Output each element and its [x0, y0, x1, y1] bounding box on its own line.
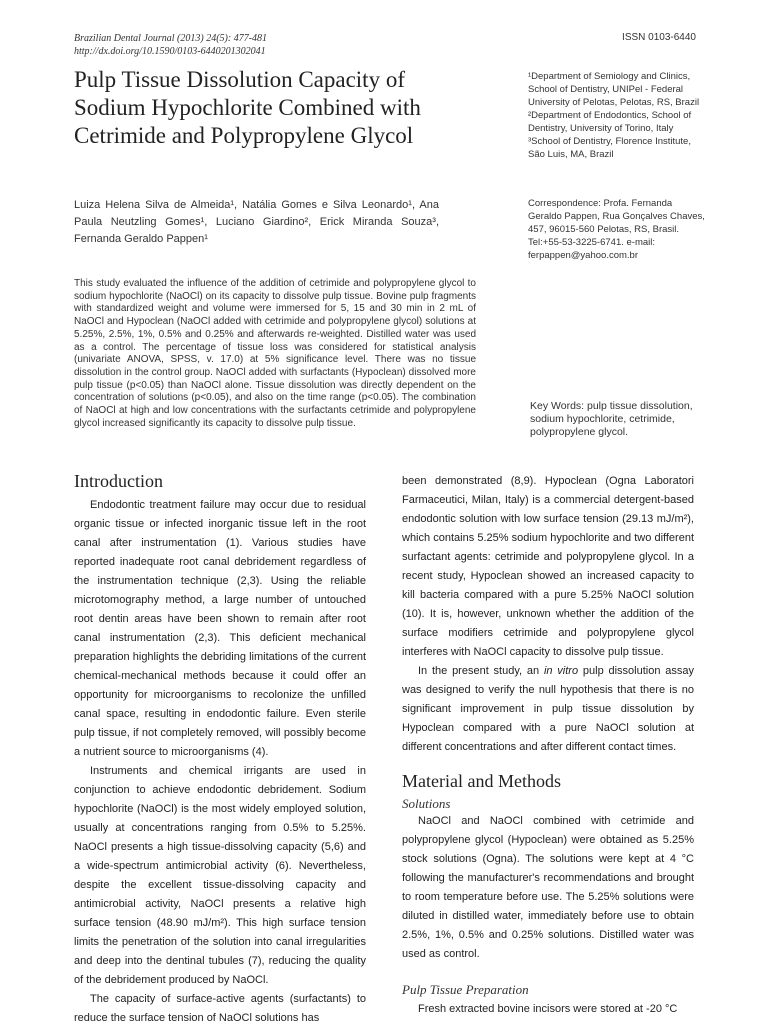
author-list: Luiza Helena Silva de Almeida¹, Natália Gomes e Silva Leonardo¹, Ana Paula Neutzling Gomes¹, Luciano Giardino², Erick Miranda Souza³, Fernanda Geraldo Pappen¹: [74, 199, 439, 245]
methods-heading: Material and Methods: [402, 771, 561, 791]
intro-present-study: [402, 662, 694, 757]
column-left: [74, 470, 366, 1028]
issn: ISSN 0103-6440: [622, 32, 696, 43]
article-title: Pulp Tissue Dissolution Capacity of Sodium Hypochlorite Combined with Cetrimide and Polypropylene Glycol: [74, 67, 421, 148]
doi-link[interactable]: http://dx.doi.org/10.1590/0103-6440201302041: [74, 46, 266, 57]
affiliations: [528, 70, 708, 161]
journal-reference: Brazilian Dental Journal (2013) 24(5): 477-481: [74, 33, 268, 44]
intro-paragraph-1: Endodontic treatment failure may occur due to residual organic tissue or infected inorganic tissue left in the root canal after instrumentation (1). Various studies have reported inadequate root canal debridement regardless of the instrumentation technique (2,3). Using the reliable microtomography method, a large number of untouched root dentin areas have been shown to remain after root canal instrumentation (2,3). This deficient mechanical preparation highlights the debriding limitations of the current chemical-mechanical methods because it could offer an opportunity for microorganisms to recolonize the unfilled canal space, resulting in endodontic failure. Even sterile pulp tissue, if not completely removed, will possibly become a nutrient source to microorganisms (4).: [74, 499, 366, 758]
present-text-post: pulp dissolution assay was designed to verify the null hypothesis that there is no significant improvement in pulp tissue dissolution by Hypoclean compared with a pure NaOCl solution at different concentrations and after different contact times.: [402, 665, 695, 753]
keywords: Key Words: pulp tissue dissolution, sodium hypochlorite, cetrimide, polypropylene glycol.: [530, 400, 693, 438]
journal-citation: [74, 32, 267, 58]
affiliation-3: ³School of Dentistry, Florence Institute, São Luis, MA, Brazil: [528, 136, 691, 160]
intro-paragraph-3: The capacity of surface-active agents (surfactants) to reduce the surface tension of NaOCl solutions has: [74, 993, 366, 1024]
present-text-pre: In the present study, an: [418, 665, 544, 677]
intro-paragraph-2: Instruments and chemical irrigants are used in conjunction to achieve endodontic debridement. Sodium hypochlorite (NaOCl) is the most widely employed solution, usually at concentrations ranging from 0.5% to 5.25%. NaOCl presents a high tissue-dissolving capacity (5,6) and a wide-spectrum antimicrobial activity (6). Nevertheless, despite the excellent tissue-dissolving capacity and antimicrobial activity, NaOCl presents a relative high surface tension (48.90 mJ/m²). This high surface tension limits the penetration of the solution into canal irregularities and deep into the dentinal tubules (7), reducing the quality of the debridement produced by NaOCl.: [74, 765, 366, 986]
pulp-prep-paragraph: Fresh extracted bovine incisors were stored at -20 °C: [418, 1003, 678, 1015]
affiliation-2: ²Department of Endodontics, School of Dentistry, University of Torino, Italy: [528, 110, 692, 134]
present-text-italic: in vitro: [543, 665, 579, 677]
column-right: [402, 472, 694, 1019]
intro-continuation: been demonstrated (8,9). Hypoclean (Ogna Laboratori Farmaceutici, Milan, Italy) is a commercial detergent-based endodontic solution with low surface tension (29.13 mJ/m²), which contains 5.25% sodium hypochlorite and two different surfactant agents: cetrimide and polypropylene glycol. In a recent study, Hypoclean showed an increased capacity to kill bacteria compared with a pure 5.25% NaOCl solution (10). It is, however, unknown whether the addition of the surface modifiers cetrimide and polypropylene glycol interferes with NaOCl capacity to dissolve pulp tissue.: [402, 475, 694, 658]
introduction-heading: Introduction: [74, 471, 163, 491]
abstract: This study evaluated the influence of the addition of cetrimide and polypropylene glycol to sodium hypochlorite (NaOCl) on its capacity to dissolve pulp tissue. Bovine pulp fragments with standardized weight and volume were immersed for 5, 15 and 30 min in 2 mL of NaOCl and Hypoclean (NaOCl added with cetrimide and polypropylene glycol) solutions at 5.25%, 2.5%, 1%, 0.5% and 0.25% and afterwards re-weighted. Distilled water was used as a control. The percentage of tissue loss was considered for statistical analysis (univariate ANOVA, SPSS, v. 17.0) at 5% significance level. There was no tissue dissolution in the control group. NaOCl added with surfactants (Hypoclean) dissolved more pulp tissue (p<0.05) than NaOCl alone. Tissue dissolution was directly dependent on the concentration of solutions (p<0.05), and also on the time range (p<0.05). The combination of NaOCl at high and low concentrations with the surfactants cetrimide and polypropylene glycol increased significantly its capacity to dissolve pulp tissue.: [74, 278, 476, 429]
solutions-subheading: Solutions: [402, 796, 451, 811]
correspondence: Correspondence: Profa. Fernanda Geraldo Pappen, Rua Gonçalves Chaves, 457, 96015-560 Pelotas, RS, Brasil. Tel:+55-53-3225-6741. e-mail: ferpappen@yahoo.com.br: [528, 198, 705, 261]
affiliation-1: ¹Department of Semiology and Clinics, School of Dentistry, UNIPel - Federal University of Pelotas, Pelotas, RS, Brazil: [528, 71, 700, 108]
solutions-paragraph: NaOCl and NaOCl combined with cetrimide and polypropylene glycol (Hypoclean) were obtained as 5.25% stock solutions (Ogna). The solutions were kept at 4 °C following the manufacturer's recommendations and brought to room temperature before use. The 5.25% solutions were diluted in distilled water, immediately before use to obtain 2.5%, 1%, 0.5% and 0.25% solutions. Distilled water was used as control.: [402, 815, 694, 960]
pulp-prep-subheading: Pulp Tissue Preparation: [402, 982, 529, 997]
